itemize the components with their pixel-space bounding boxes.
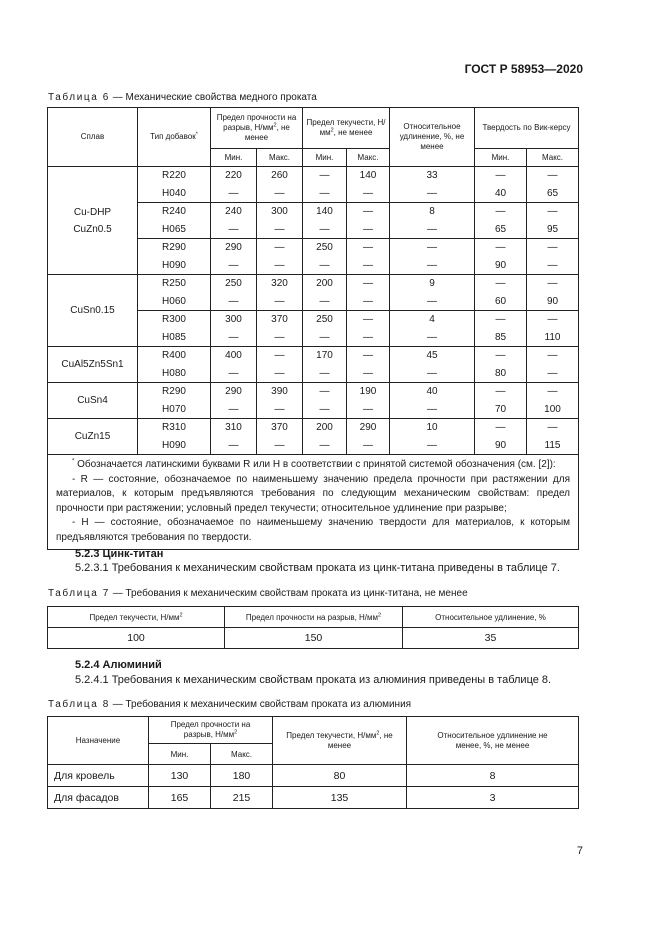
cell-alloy	[48, 383, 138, 419]
state-r-value: 190	[359, 386, 377, 397]
state-r-value: —	[547, 206, 558, 217]
table7	[47, 606, 579, 649]
cell-value	[347, 203, 390, 239]
alloy-name: CuAl5Zn5Sn1	[61, 359, 124, 370]
state-r-value: R300	[162, 314, 186, 325]
table-row	[48, 167, 579, 203]
cell-value	[303, 311, 347, 347]
state-r-value: 260	[271, 170, 288, 181]
alloy-name: CuSn0.15	[70, 305, 115, 316]
alloy-name: CuZn15	[74, 431, 111, 442]
cell-value: 130	[149, 765, 211, 787]
cell-additive	[138, 275, 211, 311]
cell-value	[347, 275, 390, 311]
state-h-value: —	[363, 187, 373, 199]
state-r-value: 400	[225, 350, 242, 361]
state-r-value: R240	[162, 206, 186, 217]
cell-value	[475, 203, 527, 239]
state-r-value: 310	[225, 422, 242, 433]
state-h-value: 65	[546, 187, 559, 199]
state-h-value: H080	[162, 367, 186, 379]
cell-value	[347, 167, 390, 203]
col-elongation: Относительное удлинение, %	[403, 607, 579, 628]
cell-value	[257, 275, 303, 311]
cell-value	[390, 239, 475, 275]
state-r-value: 300	[271, 206, 288, 217]
cell-additive	[138, 311, 211, 347]
state-r-value: —	[495, 170, 506, 181]
cell-alloy	[48, 347, 138, 383]
state-r-value: —	[363, 350, 373, 361]
cell-value	[257, 347, 303, 383]
subcol-min: Мин.	[303, 149, 347, 167]
table8-caption	[48, 699, 411, 710]
state-h-value: —	[228, 223, 239, 235]
state-h-value: —	[363, 403, 373, 415]
subcol-min: Мин.	[149, 744, 211, 765]
state-r-value: —	[495, 314, 506, 325]
state-h-value: —	[427, 223, 437, 235]
state-h-value: —	[274, 187, 285, 199]
state-h-value: —	[228, 259, 239, 271]
state-r-value: 4	[429, 314, 435, 325]
cell-value	[303, 167, 347, 203]
cell-alloy	[48, 419, 138, 455]
col-alloy: Сплав	[48, 108, 138, 167]
state-r-value: —	[363, 314, 373, 325]
state-h-value: —	[274, 439, 285, 451]
state-r-value: —	[547, 170, 558, 181]
cell-value	[347, 383, 390, 419]
cell-value	[303, 275, 347, 311]
table8-label: Таблица 8	[48, 699, 110, 710]
cell-value	[475, 311, 527, 347]
cell-value	[211, 383, 257, 419]
state-h-value: 40	[494, 187, 507, 199]
cell-value	[527, 419, 579, 455]
state-r-value: —	[547, 278, 558, 289]
state-h-value: —	[427, 367, 437, 379]
state-h-value: —	[547, 259, 558, 271]
cell-value	[527, 239, 579, 275]
cell-additive	[138, 239, 211, 275]
state-r-value: —	[274, 350, 285, 361]
col-purpose: Назначение	[48, 717, 149, 765]
state-r-value: 170	[316, 350, 333, 361]
state-h-value: 90	[546, 295, 559, 307]
cell-value	[211, 311, 257, 347]
state-r-value: 370	[271, 422, 288, 433]
cell-purpose: Для кровель	[48, 765, 149, 787]
state-h-value: —	[427, 187, 437, 199]
cell-value: 3	[407, 787, 579, 809]
subcol-max: Макс.	[211, 744, 273, 765]
table8	[47, 716, 579, 809]
state-h-value: —	[274, 331, 285, 343]
cell-purpose: Для фасадов	[48, 787, 149, 809]
cell-value	[475, 167, 527, 203]
cell-value	[347, 239, 390, 275]
state-h-value: —	[228, 439, 239, 451]
state-h-value: —	[274, 259, 285, 271]
state-h-value: —	[228, 187, 239, 199]
state-h-value: H040	[162, 187, 186, 199]
note-3: - H — состояние, обозначаемое по наименьшему значению твердости для материалов, к которым предъявляются требования по твердости.	[56, 517, 571, 543]
state-r-value: R290	[162, 242, 186, 253]
table7-caption	[48, 588, 468, 599]
state-h-value: H070	[162, 403, 186, 415]
state-h-value: —	[427, 331, 437, 343]
state-h-value: H060	[162, 295, 186, 307]
cell-value	[257, 239, 303, 275]
state-r-value: —	[427, 242, 437, 253]
state-r-value: —	[495, 350, 506, 361]
state-h-value: —	[363, 295, 373, 307]
cell-value	[303, 239, 347, 275]
cell-value	[211, 239, 257, 275]
value-elongation: 35	[403, 628, 579, 649]
state-r-value: 390	[271, 386, 288, 397]
state-h-value: 85	[494, 331, 507, 343]
state-h-value: —	[319, 295, 330, 307]
state-r-value: —	[319, 386, 330, 397]
note-1: Обозначается латинскими буквами R или H в соответствии с принятой системой обозначения (см. [2]):	[77, 459, 556, 470]
subcol-min: Мин.	[211, 149, 257, 167]
state-h-value: H085	[162, 331, 186, 343]
state-h-value: H090	[162, 439, 186, 451]
table7-label: Таблица 7	[48, 588, 110, 599]
cell-value	[211, 275, 257, 311]
subcol-min: Мин.	[475, 149, 527, 167]
state-r-value: —	[495, 242, 506, 253]
section-text-zinc-titanium: 5.2.3.1 Требования к механическим свойствам проката из цинк-титана приведены в таблице 7.	[75, 562, 560, 574]
state-h-value: —	[274, 403, 285, 415]
state-h-value: 100	[544, 403, 561, 415]
state-h-value: —	[363, 331, 373, 343]
cell-value	[390, 167, 475, 203]
state-r-value: —	[319, 170, 330, 181]
section-text-aluminium: 5.2.4.1 Требования к механическим свойствам проката из алюминия приведены в таблице 8.	[75, 674, 552, 686]
state-h-value: —	[228, 295, 239, 307]
state-h-value: —	[363, 439, 373, 451]
state-h-value: —	[228, 331, 239, 343]
cell-value	[303, 419, 347, 455]
cell-value	[527, 275, 579, 311]
state-r-value: 10	[426, 422, 438, 433]
col-hardness: Твердость по Вик-керсу	[475, 108, 579, 149]
col-tensile-strength: Предел прочности на разрыв, $Н/мм^2$, не менее	[211, 108, 303, 149]
state-h-value: —	[319, 403, 330, 415]
state-h-value: 90	[494, 259, 507, 271]
col-yield-strength: Предел текучести, $Н/мм^2$	[48, 607, 225, 628]
state-h-value: —	[427, 259, 437, 271]
state-r-value: 250	[225, 278, 242, 289]
state-h-value: —	[228, 403, 239, 415]
table7-title: — Требования к механическим свойствам проката из цинк-титана, не менее	[112, 588, 468, 599]
state-h-value: —	[228, 367, 239, 379]
cell-value	[390, 275, 475, 311]
state-h-value: 90	[494, 439, 507, 451]
state-r-value: 200	[316, 422, 333, 433]
cell-additive	[138, 419, 211, 455]
state-h-value: —	[274, 295, 285, 307]
cell-value	[211, 347, 257, 383]
value-tensile-strength: 150	[225, 628, 403, 649]
state-h-value: —	[363, 223, 373, 235]
state-h-value: 95	[546, 223, 559, 235]
state-h-value: —	[363, 367, 373, 379]
cell-value	[527, 167, 579, 203]
state-r-value: R290	[162, 386, 186, 397]
state-r-value: 9	[429, 278, 435, 289]
state-r-value: 200	[316, 278, 333, 289]
value-yield-strength: 100	[48, 628, 225, 649]
state-r-value: —	[547, 350, 558, 361]
state-h-value: 80	[494, 367, 507, 379]
state-r-value: —	[495, 386, 506, 397]
table-row	[48, 347, 579, 383]
cell-additive	[138, 203, 211, 239]
table6	[47, 107, 579, 550]
state-r-value: 370	[271, 314, 288, 325]
cell-value	[257, 203, 303, 239]
cell-value	[475, 419, 527, 455]
cell-value: 165	[149, 787, 211, 809]
cell-value	[303, 203, 347, 239]
state-r-value: 8	[429, 206, 435, 217]
col-yield-strength: Предел текучести, $Н/мм^2$, не менее	[273, 717, 407, 765]
cell-value	[257, 311, 303, 347]
state-r-value: 45	[426, 350, 438, 361]
state-r-value: 290	[359, 422, 377, 433]
alloy-name: CuZn0.5	[73, 223, 112, 235]
state-r-value: —	[363, 206, 373, 217]
state-r-value: —	[547, 386, 558, 397]
cell-value	[347, 311, 390, 347]
subcol-max: Макс.	[347, 149, 390, 167]
cell-value	[475, 383, 527, 419]
subcol-max: Макс.	[527, 149, 579, 167]
state-h-value: —	[274, 367, 285, 379]
state-h-value: 70	[494, 403, 507, 415]
cell-value	[257, 383, 303, 419]
cell-value	[527, 203, 579, 239]
state-h-value: —	[319, 223, 330, 235]
cell-value: 8	[407, 765, 579, 787]
state-r-value: 250	[316, 314, 333, 325]
subcol-max: Макс.	[257, 149, 303, 167]
state-h-value: —	[319, 367, 330, 379]
cell-value	[390, 347, 475, 383]
state-r-value: R400	[162, 350, 186, 361]
cell-value: 80	[273, 765, 407, 787]
cell-value	[303, 347, 347, 383]
cell-value	[475, 275, 527, 311]
col-elongation: Относительное удлинение, %, не менее	[390, 108, 475, 167]
state-r-value: 140	[316, 206, 333, 217]
cell-value	[475, 239, 527, 275]
cell-additive	[138, 383, 211, 419]
cell-value	[390, 311, 475, 347]
col-elongation: Относительное удлинение не менее, %, не менее	[407, 717, 579, 765]
state-r-value: 300	[225, 314, 242, 325]
table-row	[48, 419, 579, 455]
state-r-value: —	[495, 206, 506, 217]
cell-value	[347, 347, 390, 383]
section-heading-aluminium: 5.2.4 Алюминий	[75, 659, 162, 671]
note-2: - R — состояние, обозначаемое по наименьшему значению предела прочности при растяжении для материалов, к которым предъявляются требования по следующим механическим свойствам: предел прочности при растяжении; условный предел текучести; относительное удлинение при разрыве;	[56, 473, 571, 514]
state-h-value: —	[427, 295, 437, 307]
state-r-value: —	[495, 422, 506, 433]
state-h-value: 65	[494, 223, 507, 235]
state-r-value: R250	[162, 278, 186, 289]
state-r-value: 220	[225, 170, 242, 181]
state-r-value: —	[547, 314, 558, 325]
cell-value	[527, 383, 579, 419]
state-r-value: 40	[426, 386, 438, 397]
alloy-name: CuSn4	[77, 395, 108, 406]
state-r-value: —	[495, 278, 506, 289]
state-h-value: —	[427, 403, 437, 415]
cell-value	[390, 203, 475, 239]
page-number: 7	[576, 845, 583, 857]
state-h-value: 60	[494, 295, 507, 307]
state-h-value: —	[274, 223, 285, 235]
state-r-value: 290	[225, 242, 242, 253]
cell-value	[303, 383, 347, 419]
alloy-name: Cu-DHP	[73, 206, 112, 218]
cell-value	[211, 419, 257, 455]
cell-value	[390, 383, 475, 419]
table-row	[48, 383, 579, 419]
table6-notes: * Обозначается латинскими буквами R или H в соответствии с принятой системой обозначения (см. [2]): - R — состояние, обозначаемое по наименьшему значению предела прочности при растяжении для материалов, к которым предъявляются требования по следующим механическим свойствам: предел прочности при растяжении; условный предел текучести; относительное удлинение при разрыве; - H — состояние, обозначаемое по наименьшему значению твердости для материалов, к которым предъявляются требования по твердости.	[48, 455, 579, 550]
col-additive: Тип добавок*	[138, 108, 211, 167]
state-r-value: 240	[225, 206, 242, 217]
cell-additive	[138, 167, 211, 203]
cell-value: 180	[211, 765, 273, 787]
state-h-value: —	[363, 259, 373, 271]
cell-value	[257, 167, 303, 203]
state-h-value: —	[427, 439, 437, 451]
state-r-value: —	[547, 242, 558, 253]
cell-value	[527, 311, 579, 347]
table6-caption	[48, 92, 317, 103]
standard-number: ГОСТ Р 58953—2020	[464, 62, 583, 76]
state-r-value: 320	[271, 278, 288, 289]
table8-title: — Требования к механическим свойствам проката из алюминия	[112, 699, 412, 710]
col-tensile-strength: Предел прочности на разрыв, $Н/мм^2$	[225, 607, 403, 628]
state-r-value: —	[547, 422, 558, 433]
state-r-value: R220	[162, 170, 186, 181]
section-heading-zinc-titanium: 5.2.3 Цинк-титан	[75, 548, 164, 560]
cell-value	[347, 419, 390, 455]
state-r-value: —	[363, 278, 373, 289]
col-tensile-strength: Предел прочности на разрыв, $Н/мм^2$	[149, 717, 273, 744]
table-row	[48, 275, 579, 311]
state-h-value: 110	[544, 331, 561, 343]
state-r-value: R310	[162, 422, 186, 433]
cell-value	[527, 347, 579, 383]
state-h-value: 115	[544, 439, 561, 451]
cell-value: 215	[211, 787, 273, 809]
state-h-value: H090	[162, 259, 186, 271]
state-r-value: 250	[316, 242, 333, 253]
cell-alloy	[48, 167, 138, 275]
state-h-value: —	[319, 331, 330, 343]
col-yield-strength: Предел текучести, $Н/мм^2$, не менее	[303, 108, 390, 149]
state-h-value: —	[319, 187, 330, 199]
table6-title: — Механические свойства медного проката	[112, 92, 317, 103]
state-h-value: —	[319, 259, 330, 271]
cell-value: 135	[273, 787, 407, 809]
state-r-value: 290	[225, 386, 242, 397]
cell-additive	[138, 347, 211, 383]
cell-value	[211, 167, 257, 203]
state-r-value: 140	[359, 170, 377, 181]
cell-value	[475, 347, 527, 383]
state-r-value: —	[363, 242, 373, 253]
cell-alloy	[48, 275, 138, 347]
cell-value	[211, 203, 257, 239]
cell-value	[257, 419, 303, 455]
state-h-value: H065	[162, 223, 186, 235]
cell-value	[390, 419, 475, 455]
state-h-value: —	[319, 439, 330, 451]
table6-label: Таблица 6	[48, 92, 110, 103]
state-r-value: 33	[426, 170, 438, 181]
state-r-value: —	[274, 242, 285, 253]
state-h-value: —	[547, 367, 558, 379]
